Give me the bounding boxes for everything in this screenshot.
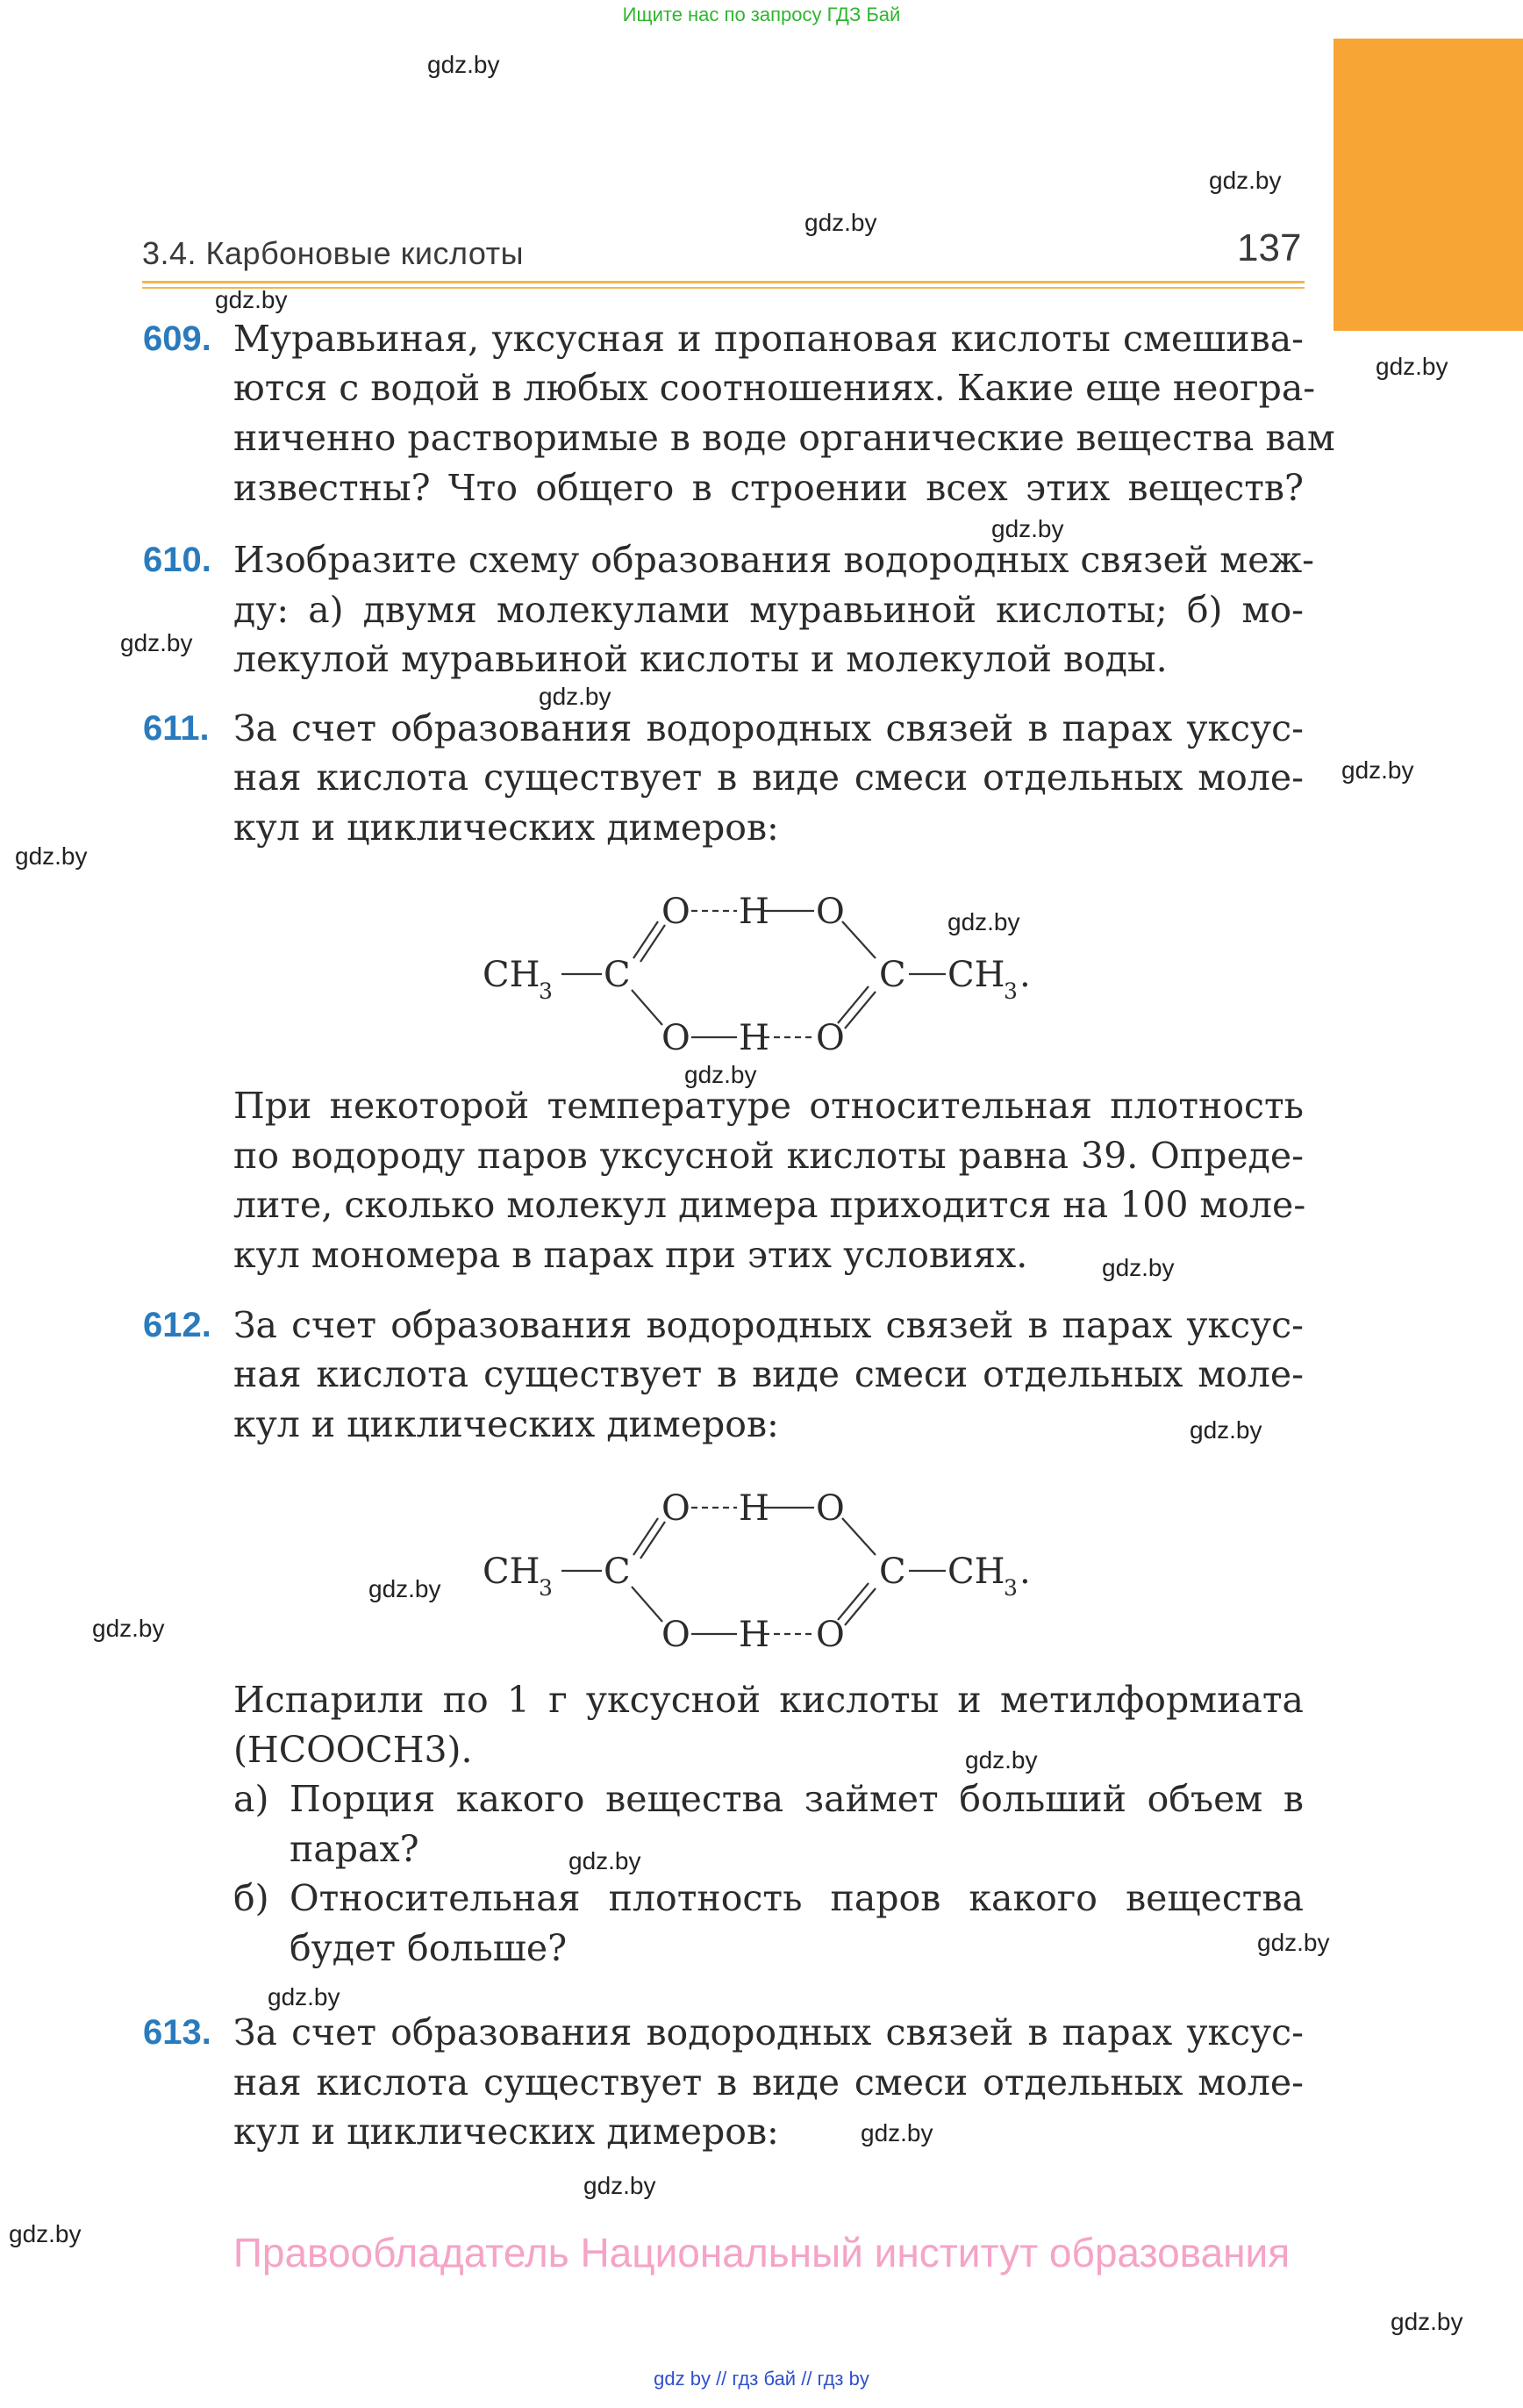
formula-o: O [661,892,690,932]
problem-612-line: ная кислота существует в виде смеси отдельных моле- [233,1353,1304,1395]
formula-h: H [739,1615,769,1650]
formula-c-right: C [879,1552,906,1592]
problem-609-line: ниченно растворимые в воде органические вещества вам [233,417,1335,459]
problem-number-610: 610. [143,541,211,579]
watermark: gdz.by [1209,167,1282,194]
problem-611-text: При некоторой температуре относительная плотность [233,1085,1304,1127]
problem-610-line: ду: а) двумя молекулами муравьиной кислоты; б) мо- [233,589,1304,631]
watermark: gdz.by [583,2172,656,2199]
footer-links[interactable]: gdz by // гдз бай // гдз by [654,2368,869,2390]
formula-sub3: 3 [1004,978,1018,1004]
problem-611-line: кул и циклических димеров: [233,806,779,849]
formula-sub3: 3 [539,1575,553,1601]
problem-612-line: За счет образования водородных связей в парах уксус- [233,1304,1304,1346]
formula-o: O [661,1488,690,1529]
problem-number-612: 612. [143,1306,211,1344]
watermark: gdz.by [991,515,1064,542]
page-edge-tab [1334,39,1523,331]
watermark: gdz.by [1257,1929,1330,1956]
problem-613-line: ная кислота существует в виде смеси отдельных моле- [233,2061,1304,2103]
watermark: gdz.by [120,629,193,656]
problem-612-text: (HCOOCH3). [233,1729,473,1771]
copyright-notice: Правообладатель Национальный институт образования [232,2230,1291,2275]
problem-number-611: 611. [143,709,210,748]
watermark: gdz.by [804,209,877,236]
page-number: 137 [1237,226,1302,269]
formula-ch3-right: CH [947,1552,1005,1592]
formula-h: H [739,1018,769,1053]
dimer-formula-611 [483,886,1053,1053]
watermark: gdz.by [427,51,500,78]
problem-number-609: 609. [143,319,211,358]
formula-o: O [816,892,845,932]
problem-612-b-line: будет больше? [290,1927,568,1969]
watermark: gdz.by [947,908,1020,935]
watermark: gdz.by [568,1847,641,1874]
formula-ch3-left: CH [483,1552,540,1592]
problem-610-line: Изобразите схему образования водородных связей меж- [233,539,1315,581]
watermark: gdz.by [1391,2308,1463,2335]
watermark: gdz.by [15,842,88,870]
formula-o: O [816,1488,845,1529]
formula-sub3: 3 [539,978,553,1004]
problem-612-b-line: Относительная плотность паров какого вещества [290,1877,1304,1919]
problem-611-line: ная кислота существует в виде смеси отдельных моле- [233,756,1304,799]
problem-number-613: 613. [143,2013,211,2052]
watermark: gdz.by [965,1746,1038,1774]
problem-609-line: ются с водой в любых соотношениях. Какие еще неогра- [233,367,1316,409]
watermark: gdz.by [9,2220,82,2247]
formula-dot: . [1019,955,1031,995]
dimer-formula-612 [483,1483,1053,1650]
problem-612-line: кул и циклических димеров: [233,1403,779,1445]
formula-c-left: C [604,955,631,995]
watermark: gdz.by [684,1061,757,1088]
formula-o: O [816,1018,845,1053]
formula-ch3-left: CH [483,955,540,995]
formula-sub3: 3 [1004,1575,1018,1601]
formula-c-right: C [879,955,906,995]
header-rule [142,281,1305,283]
formula-o: O [661,1018,690,1053]
problem-610-line: лекулой муравьиной кислоты и молекулой воды. [233,638,1168,680]
problem-611-text: кул мономера в парах при этих условиях. [233,1234,1028,1276]
watermark: gdz.by [92,1615,165,1642]
watermark: gdz.by [1376,353,1448,380]
formula-h: H [739,1488,769,1529]
watermark: gdz.by [268,1983,340,2010]
watermark: gdz.by [1341,756,1414,784]
problem-612-a-line: Порция какого вещества займет больший объем в [290,1778,1304,1820]
watermark: gdz.by [215,286,288,313]
header-rule-thin [142,287,1305,289]
watermark: gdz.by [1102,1254,1175,1281]
formula-o: O [661,1615,690,1650]
top-banner: Ищите нас по запросу ГДЗ Бай [622,4,901,25]
problem-609-line: известны? Что общего в строении всех этих веществ? [233,467,1304,509]
problem-612-a-line: парах? [290,1828,419,1870]
problem-611-text: по водороду паров уксусной кислоты равна 39. Опреде- [233,1135,1304,1177]
watermark: gdz.by [539,683,611,710]
watermark: gdz.by [861,2119,933,2146]
formula-ch3-right: CH [947,955,1005,995]
watermark: gdz.by [368,1575,441,1602]
problem-609-line: Муравьиная, уксусная и пропановая кислоты смешива- [233,318,1304,360]
formula-o: O [816,1615,845,1650]
problem-612-text: Испарили по 1 г уксусной кислоты и метилформиата [233,1679,1304,1721]
watermark: gdz.by [1190,1416,1262,1444]
problem-613-line: За счет образования водородных связей в парах уксус- [233,2011,1304,2053]
problem-613-line: кул и циклических димеров: [233,2111,779,2153]
problem-611-text: лите, сколько молекул димера приходится на 100 моле- [233,1184,1306,1226]
problem-612-a-label: а) [233,1778,269,1820]
problem-612-b-label: б) [233,1877,269,1919]
formula-c-left: C [604,1552,631,1592]
problem-611-line: За счет образования водородных связей в парах уксус- [233,707,1304,749]
section-title: 3.4. Карбоновые кислоты [142,235,524,271]
formula-h: H [739,892,769,932]
formula-dot: . [1019,1552,1031,1592]
